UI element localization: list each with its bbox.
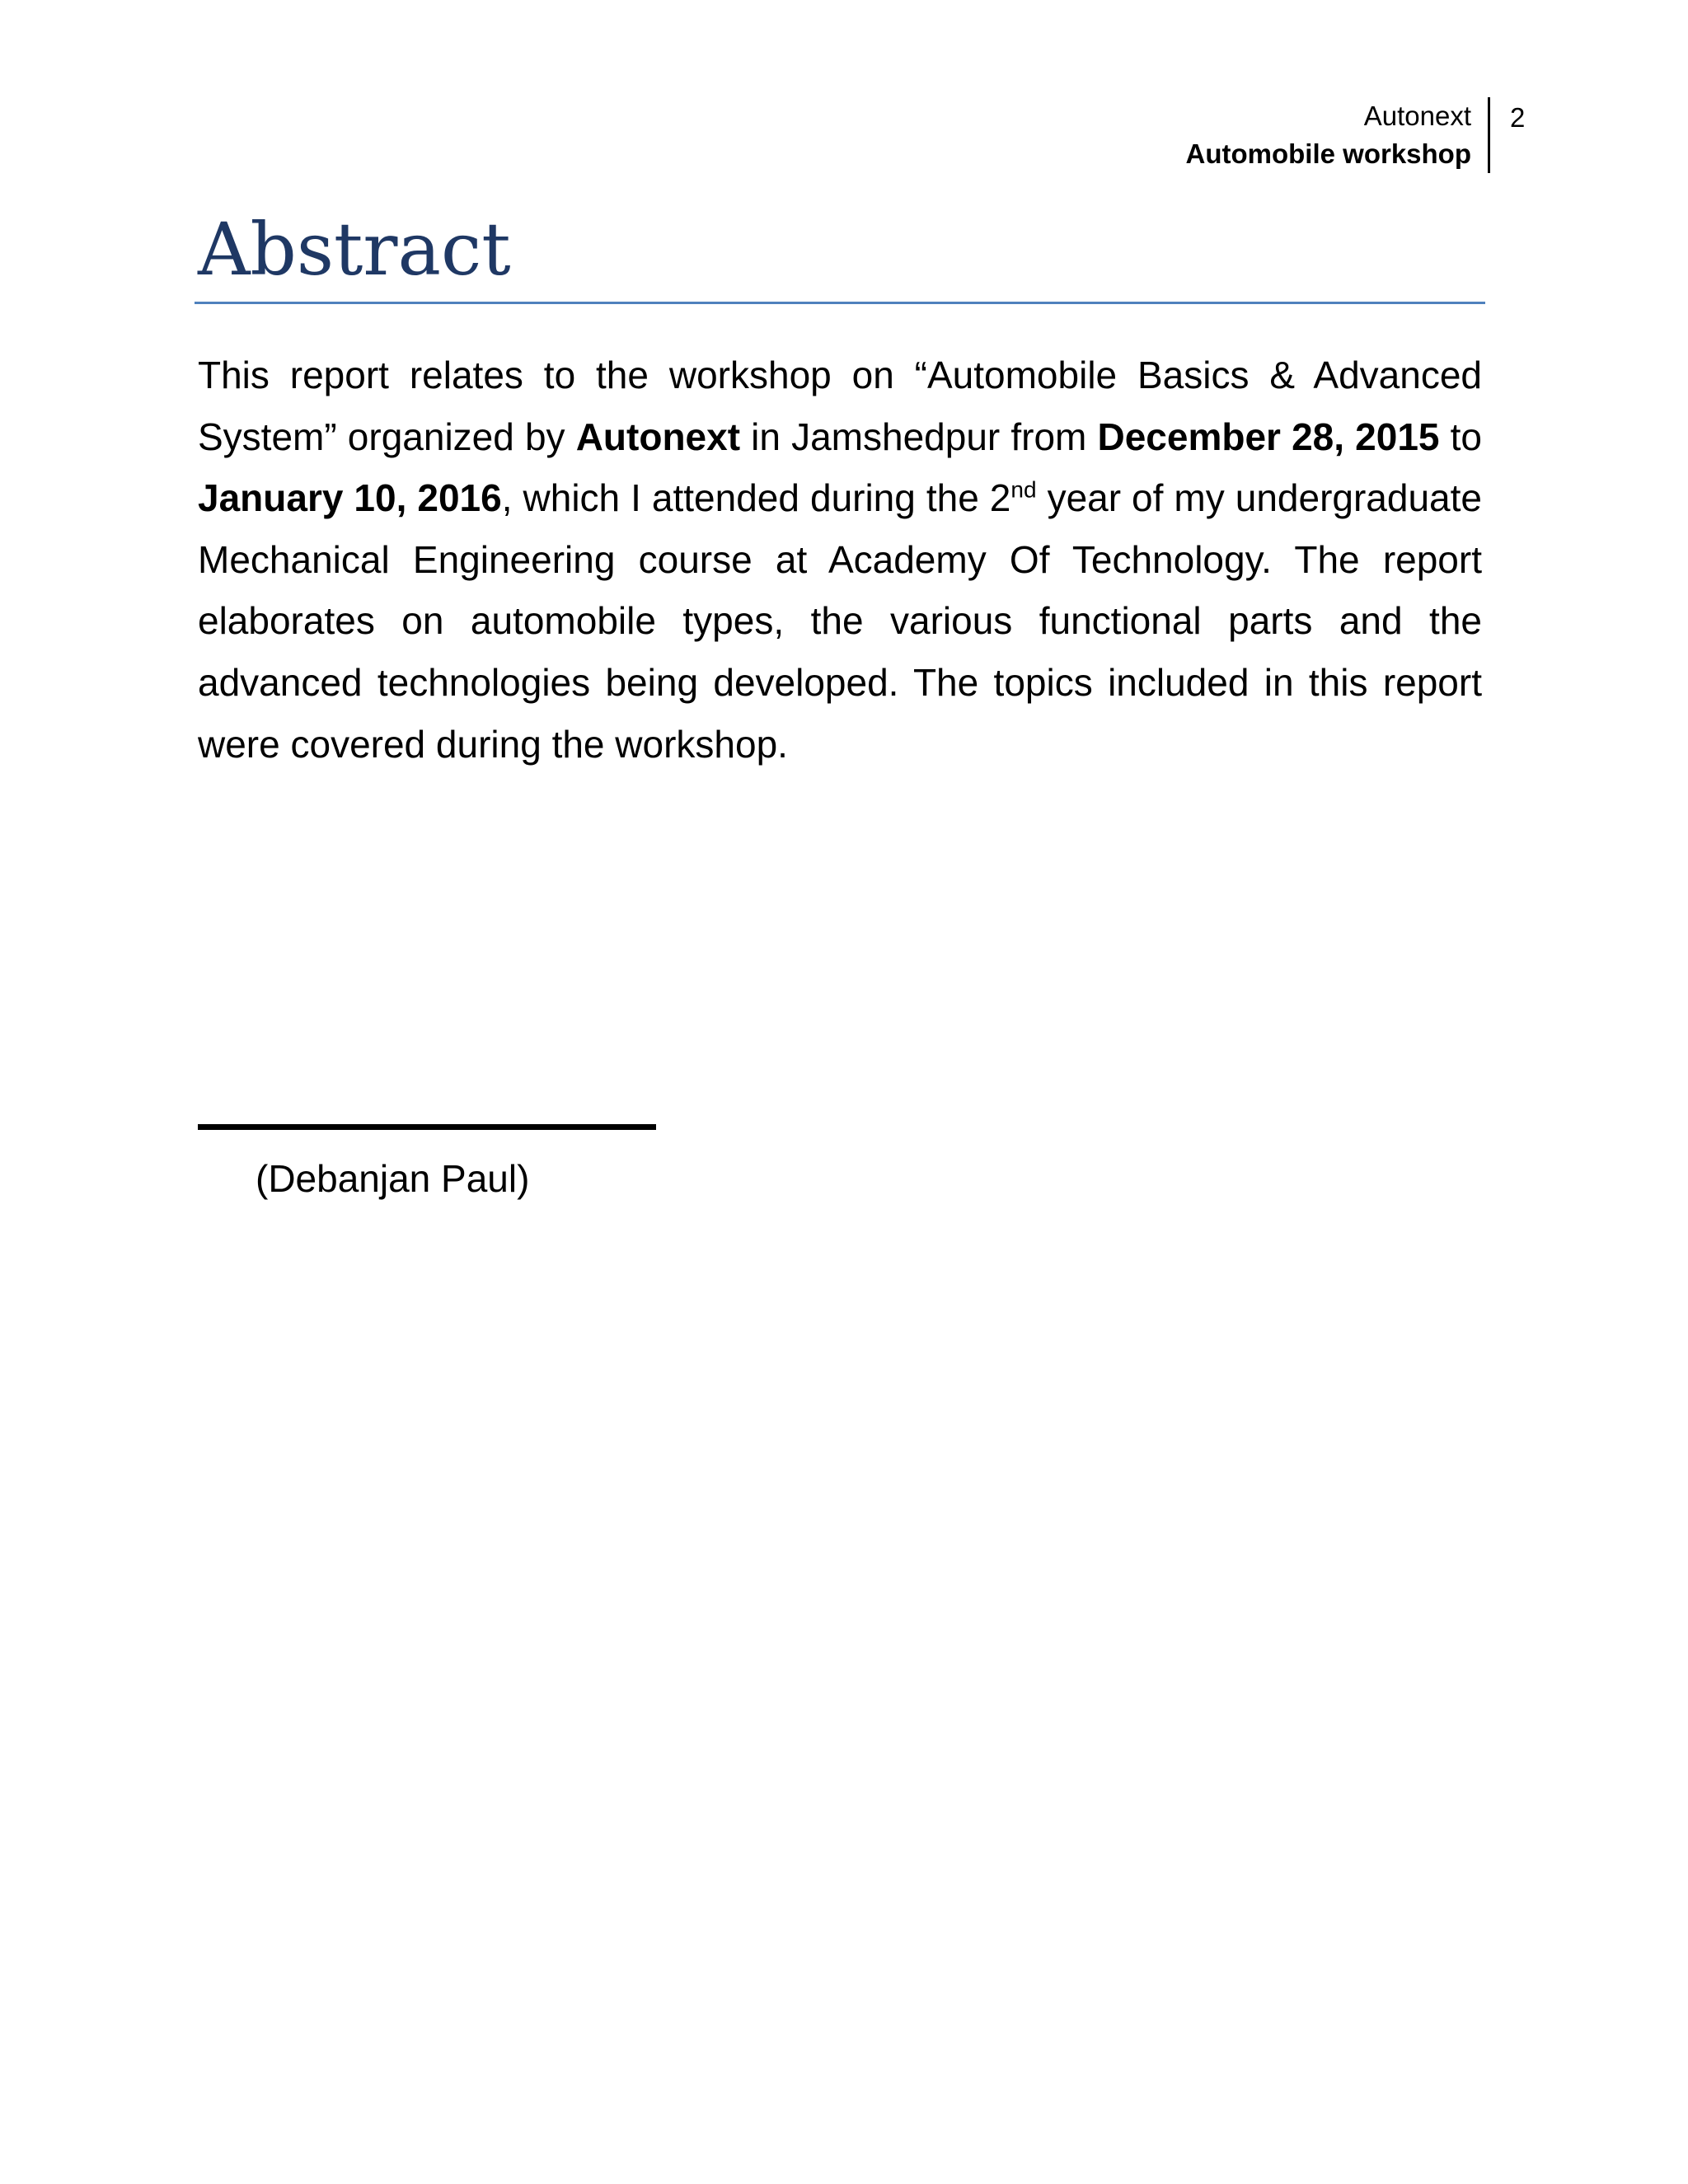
abstract-text-2: in Jamshedpur from (740, 415, 1098, 458)
abstract-text-1: This report relates to the workshop on “Automobile Basics & Advanced System” organized by (198, 354, 1482, 458)
abstract-text-3: to (1439, 415, 1482, 458)
abstract-text-4: , which I attended during the 2 (501, 476, 1011, 520)
abstract-ordinal-suffix: nd (1010, 476, 1037, 503)
abstract-date-start: December 28, 2015 (1097, 415, 1440, 458)
page-header (1186, 97, 1491, 173)
header-company: Autonext (1363, 101, 1471, 131)
abstract-text-5: year of my undergraduate Mechanical Engineering course at Academy Of Technology. The report elaborates on automobile types, the various functional parts and the advanced technologies being developed. The topics included in this report were covered during the workshop. (198, 476, 1482, 766)
page-title: Abstract (198, 207, 511, 292)
page-number: 2 (1510, 102, 1526, 133)
header-subtitle: Automobile workshop (1185, 138, 1471, 169)
abstract-org: Autonext (575, 415, 741, 458)
signature-name: (Debanjan Paul) (256, 1157, 530, 1200)
abstract-date-end: January 10, 2016 (198, 476, 502, 520)
abstract-paragraph (198, 344, 1482, 775)
signature-line (198, 1124, 656, 1130)
title-divider (195, 302, 1485, 304)
